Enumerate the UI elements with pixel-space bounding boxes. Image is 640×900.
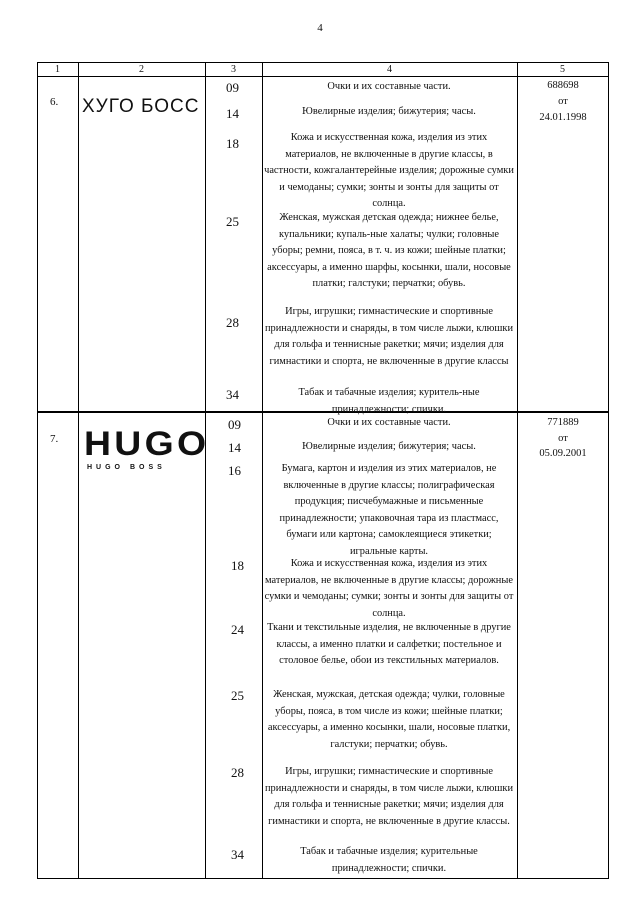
registration-number: 688698 (547, 80, 579, 91)
class-code: 28 (231, 765, 244, 780)
class-code: 09 (228, 417, 241, 432)
goods-description: Ювелирные изделия; бижутерия; часы. (302, 106, 476, 117)
class-code: 18 (226, 136, 239, 151)
trademark-logo-subtitle: HUGO BOSS (87, 464, 166, 471)
class-code: 24 (231, 622, 244, 637)
header-col-4: 4 (387, 64, 392, 75)
table-right-border (608, 62, 609, 879)
class-code: 16 (228, 463, 241, 478)
goods-description: Очки и их составные части. (327, 417, 451, 428)
trademark-logo: HUGO (84, 425, 210, 463)
column-divider-2 (205, 62, 206, 879)
column-divider-1 (78, 62, 79, 879)
class-code: 34 (231, 847, 244, 862)
table-left-border (37, 62, 38, 879)
class-code: 18 (231, 558, 244, 573)
goods-description: Кожа и искусственная кожа, изделия из этих материалов, не включенные в другие классы, в частности, кожгалантерейные изделия; дорожные сумки и чемоданы; сумки; зонты и зонты для защиты от солнца. (264, 132, 514, 210)
entry-number: 7. (50, 433, 59, 445)
goods-description: Табак и табачные изделия; куритель-ные принадлежности; спички. (298, 387, 480, 415)
goods-description: Ювелирные изделия; бижутерия; часы. (302, 441, 476, 452)
header-col-3: 3 (231, 64, 236, 75)
class-code: 14 (226, 106, 239, 121)
header-col-5: 5 (560, 64, 565, 75)
class-code: 25 (231, 688, 244, 703)
column-divider-4 (517, 62, 518, 879)
column-divider-3 (262, 62, 263, 879)
class-code: 28 (226, 315, 239, 330)
goods-description: Кожа и искусственная кожа, изделия из этих материалов, не включенные в другие классы; дорожные сумки и чемоданы; сумки; зонты и зонты для защиты от солнца. (264, 558, 514, 619)
header-bottom-border (37, 76, 609, 77)
header-col-1: 1 (55, 64, 60, 75)
table-bottom-border (37, 878, 609, 879)
goods-description: Табак и табачные изделия; курительные принадлежности; спички. (300, 846, 478, 874)
class-code: 34 (226, 387, 239, 402)
page-number: 4 (317, 22, 323, 34)
goods-description: Бумага, картон и изделия из этих материалов, не включенные в другие классы; полиграфическая продукция; писчебумажные и письменные принадлежности; упаковочная тара из пластмасс, бумаги или картона; самоклеящиеся этикетки; игральные карты. (279, 463, 499, 557)
table-top-border (37, 62, 609, 63)
entry-number: 6. (50, 96, 59, 108)
class-code: 14 (228, 440, 241, 455)
registration-from: от (558, 433, 568, 444)
header-col-2: 2 (139, 64, 144, 75)
registration-number: 771889 (547, 417, 579, 428)
goods-description: Женская, мужская детская одежда; нижнее белье, купальники; купаль-ные халаты; чулки; головные уборы; ремни, пояса, в т. ч. из кожи; шейные платки; аксессуары, а именно шарфы, косынки, шали, носовые платки; галстуки; перчатки; обувь. (267, 212, 511, 290)
goods-description: Игры, игрушки; гимнастические и спортивные принадлежности и снаряды, в том числе лыжи, клюшки для гольфа и теннисные ракетки; мячи; изделия для гимнастики и спорта, не включенные в другие классы (264, 306, 514, 367)
goods-description: Женская, мужская, детская одежда; чулки, головные уборы, пояса, в том числе из кожи; шейные платки; аксессуары, а именно косынки, шали, носовые платки, галстуки; перчатки; обувь. (267, 689, 511, 750)
registration-from: от (558, 96, 568, 107)
class-code: 09 (226, 80, 239, 95)
class-code: 25 (226, 214, 239, 229)
registration-date: 24.01.1998 (539, 112, 587, 123)
goods-description: Игры, игрушки; гимнастические и спортивные принадлежности и снаряды, в том числе лыжи, клюшки для гольфа и теннисные ракетки; мячи; изделия для гимнастики и спорта, не включенные в другие классы. (264, 766, 514, 827)
registration-date: 05.09.2001 (539, 448, 587, 459)
goods-description: Ткани и текстильные изделия, не включенные в другие классы, а именно платки и салфетки; постельное и столовое белье, обои из текстильных материалов. (267, 622, 511, 667)
goods-description: Очки и их составные части. (327, 81, 451, 92)
trademark-text: ХУГО БОСС (82, 96, 200, 117)
